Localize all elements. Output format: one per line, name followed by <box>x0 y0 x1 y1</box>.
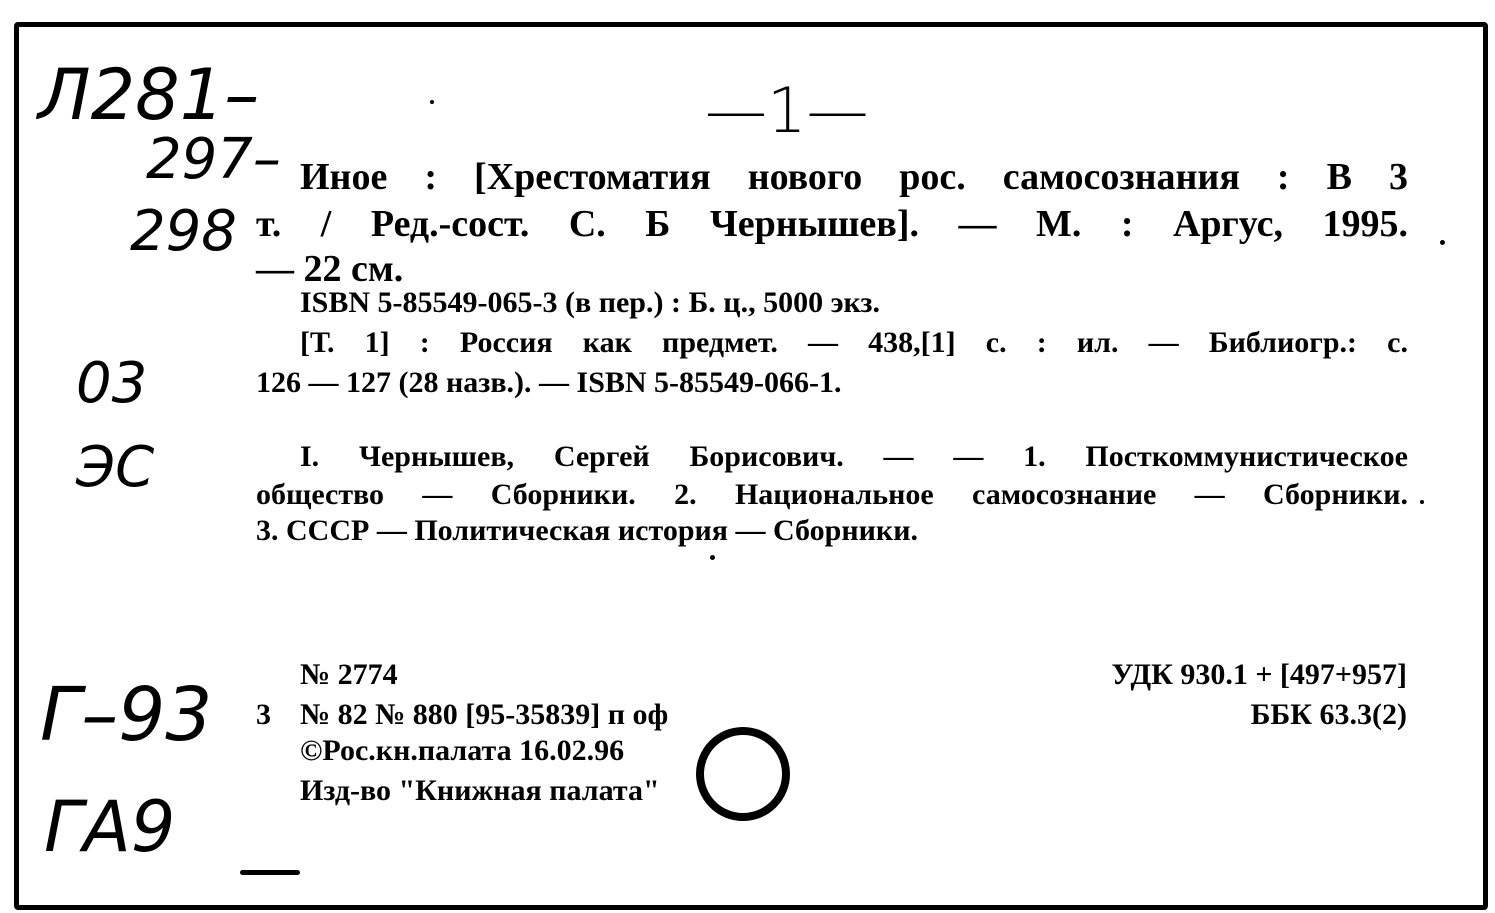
speck <box>710 555 715 560</box>
speck <box>240 870 300 875</box>
tracing-line-3: 3. СССР — Политическая история — Сборники. <box>256 514 918 547</box>
volume-line-2: 126 — 127 (28 назв.). — ISBN 5-85549-066-1. <box>256 366 842 399</box>
speck <box>430 100 434 104</box>
speck <box>1420 500 1424 504</box>
title-line-1: Иное : [Хрестоматия нового рос. самосознания : В 3 <box>300 156 1408 198</box>
tracing-line-2: общество — Сборники. 2. Национальное самосознание — Сборники. <box>256 478 1408 511</box>
title-line-3: — 22 см. <box>256 248 404 290</box>
handwritten-number-297: 297– <box>146 127 281 192</box>
tracing-line-1: I. Чернышев, Сергей Борисович. — — 1. Посткоммунистическое <box>300 440 1408 473</box>
handwritten-code-ga9: ГА9 <box>44 786 176 868</box>
publisher-line: Изд-во "Книжная палата" <box>300 774 660 807</box>
punch-hole <box>696 727 790 821</box>
bbk-code: ББК 63.3(2) <box>1250 698 1407 731</box>
footer-order-line: № 82 № 880 [95-35839] п оф <box>300 698 669 731</box>
copyright-line: ©Рос.кн.палата 16.02.96 <box>300 734 625 767</box>
isbn-line: ISBN 5-85549-065-3 (в пер.) : Б. ц., 5000 экз. <box>300 286 880 319</box>
handwritten-call-number: Л281– <box>38 54 260 136</box>
speck <box>1440 240 1445 245</box>
title-line-2: т. / Ред.-сост. С. Б Чернышев]. — М. : Аргус, 1995. <box>256 203 1408 245</box>
handwritten-mark-03: 03 <box>76 351 148 416</box>
handwritten-number-298: 298 <box>130 199 237 264</box>
handwritten-code-g93: Г–93 <box>40 672 213 758</box>
handwritten-mark-ec: ЭС <box>76 435 155 500</box>
volume-line-1: [Т. 1] : Россия как предмет. — 438,[1] с. : ил. — Библиогр.: с. <box>300 326 1408 359</box>
footer-prefix-3: 3 <box>256 698 271 731</box>
udk-code: УДК 930.1 + [497+957] <box>1111 658 1407 691</box>
record-number: № 2774 <box>300 658 398 691</box>
handwritten-page-mark: —1— <box>705 74 869 147</box>
